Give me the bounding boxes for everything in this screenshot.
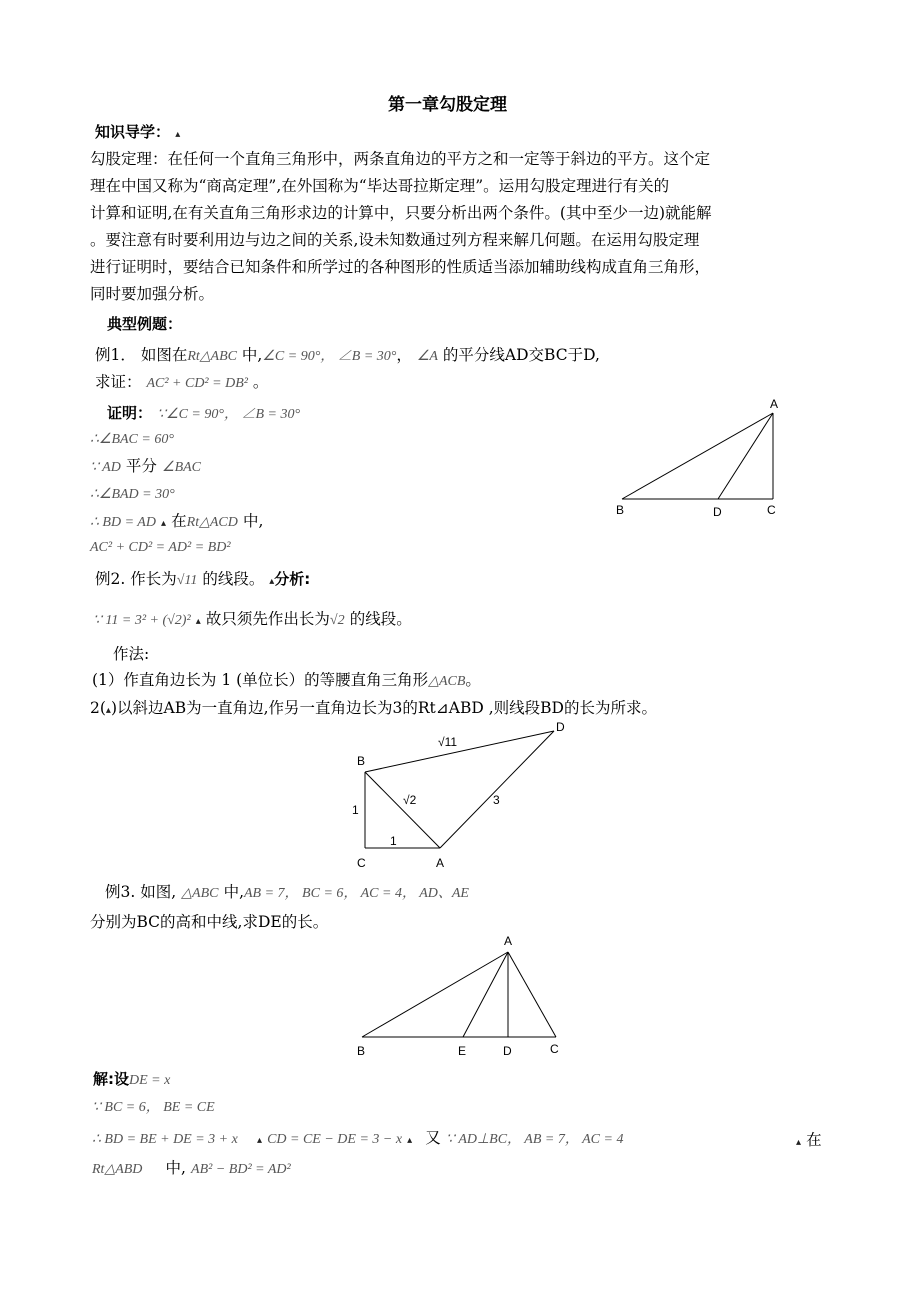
label-sqrt11: √11 — [438, 735, 458, 749]
label-c: C — [550, 1042, 559, 1056]
ex1-statement — [95, 343, 600, 365]
label-a: A — [436, 856, 445, 870]
ex3-text: 中, — [223, 883, 244, 901]
label-sqrt2: √2 — [403, 793, 417, 807]
intro-line: 进行证明时，要结合已知条件和所学过的各种图形的性质适当添加辅助线构成直角三角形， — [90, 258, 711, 276]
bullet-mark-icon: ▴ — [796, 1137, 802, 1148]
ex1-proof-line — [90, 509, 263, 531]
label-one-horizontal: 1 — [390, 834, 397, 848]
label-a: A — [504, 934, 513, 948]
bullet-mark-icon: ▴ — [407, 1135, 413, 1146]
ex2-text: 的线段。 — [349, 610, 412, 628]
ex1-prove-label: 求证： — [95, 373, 142, 391]
ex3-solution-start — [93, 1068, 170, 1089]
ex1-prove-end: 。 — [252, 373, 269, 391]
ex3-solution-text: 又 — [425, 1129, 441, 1147]
ex1-text: 中, — [241, 346, 263, 364]
bullet-mark-icon: ▴ — [256, 1135, 262, 1146]
label-d: D — [503, 1044, 512, 1058]
segment-ac — [508, 952, 556, 1037]
ex2-statement — [95, 567, 310, 589]
ex2-eq: ∵ 11 = 3² + (√2)² — [93, 613, 191, 628]
label-b: B — [357, 1044, 366, 1058]
segment-ab — [362, 952, 508, 1037]
ex3-solution-math: AB² − BD² = AD² — [191, 1162, 291, 1177]
ex1-label: 例1． — [95, 346, 136, 364]
bullet-mark-icon: ▴ — [269, 576, 275, 587]
ex3-math: AB = 7， BC = 6， AC = 4， AD、AE — [244, 886, 469, 901]
ex2-step2-text: 2( — [90, 699, 106, 717]
ex1-prove-math: AC² + CD² = DB² — [146, 376, 248, 391]
intro-line: 理在中国又称为“商高定理”,在外国称为“毕达哥拉斯定理”。运用勾股定理进行有关的 — [90, 177, 670, 195]
label-e: E — [458, 1044, 467, 1058]
segment-ad — [718, 413, 773, 499]
bullet-mark-icon: ▴ — [161, 518, 167, 529]
label-d: D — [556, 720, 565, 734]
ex1-proof-line — [90, 454, 201, 476]
label-b: B — [357, 754, 366, 768]
bullet-mark-icon: ▴ — [175, 129, 181, 140]
label-one-vertical: 1 — [352, 803, 359, 817]
ex1-text: 的平分线AD交BC于D, — [442, 346, 600, 364]
ex1-proof-text: 平分 — [125, 457, 157, 475]
intro-line: 计算和证明,在有关直角三角形求边的计算中，只要分析出两个条件。(其中至少一边)就能解 — [90, 204, 712, 222]
section-heading-examples: 典型例题： — [107, 315, 183, 333]
ex1-proof-math: ∴ BD = AD — [90, 515, 156, 530]
ex2-text: 故只须先作出长为 — [205, 610, 330, 628]
ex3-solution-line — [92, 1156, 291, 1178]
ex1-proof-math: ∵ AD — [90, 460, 121, 475]
ex1-proof-math: ∠BAC — [162, 460, 202, 475]
ex3-statement-line2: 分别为BC的高和中线,求DE的长。 — [90, 913, 329, 931]
segment-bd — [365, 731, 554, 772]
ex1-proof-start — [107, 402, 300, 423]
ex3-label: 例3. 如图, — [105, 883, 177, 901]
ex1-triangle-figure — [600, 395, 800, 525]
label-c: C — [357, 856, 366, 870]
label-a: A — [770, 397, 779, 411]
bullet-mark-icon: ▴ — [105, 705, 111, 716]
label-c: C — [767, 503, 776, 517]
ex3-statement — [105, 880, 469, 902]
ex2-method: 作法: — [113, 645, 150, 663]
ex3-solution-math: Rt△ABD — [92, 1162, 143, 1177]
ex1-text: ， — [396, 346, 412, 364]
segment-ab — [622, 413, 773, 499]
ex2-analysis: 分析: — [274, 570, 311, 588]
ex1-math: ∠C = 90°， ∠B = 30° — [262, 349, 397, 364]
intro-line: 。要注意有时要利用边与边之间的关系,设未知数通过列方程来解几何题。在运用勾股定理 — [90, 231, 700, 249]
bullet-mark-icon: ▴ — [195, 616, 201, 627]
intro-line: 勾股定理：在任何一个直角三角形中，两条直角边的平方之和一定等于斜边的平方。这个定 — [90, 150, 711, 168]
ex1-prove — [95, 370, 268, 392]
ex2-analysis-line — [93, 607, 412, 629]
segment-ad — [440, 731, 554, 848]
ex3-solution-math: CD = CE − DE = 3 − x — [267, 1132, 403, 1147]
intro-line: 同时要加强分析。 — [90, 285, 215, 303]
ex3-solution-text: 中, — [165, 1159, 186, 1177]
ex1-proof-label: 证明： — [107, 404, 153, 422]
ex2-step1-text: (1）作直角边长为 1 (单位长）的等腰直角三角形 — [92, 671, 429, 689]
ex2-step2 — [90, 696, 657, 718]
label-b: B — [616, 503, 625, 517]
page-title: 第一章勾股定理 — [388, 95, 507, 115]
ex2-step1 — [92, 668, 481, 690]
ex3-solution-math: DE = x — [129, 1073, 171, 1088]
section-heading-intro — [95, 121, 180, 142]
label-three: 3 — [493, 793, 500, 807]
ex3-solution-line — [92, 1126, 623, 1148]
ex2-construction-figure — [340, 718, 580, 873]
ex2-step1-math: △ACB — [428, 674, 466, 689]
ex1-math: ∠A — [416, 349, 438, 364]
ex2-label: 例2. 作长为 — [95, 570, 177, 588]
ex3-solution-math: ∴ BD = BE + DE = 3 + x — [92, 1132, 238, 1147]
section-heading-intro-label: 知识导学： — [95, 123, 171, 141]
ex1-proof-line: ∴∠BAD = 30° — [90, 487, 175, 502]
ex1-proof-line: AC² + CD² = AD² = BD² — [90, 540, 231, 555]
ex3-solution-tail — [796, 1128, 822, 1150]
ex2-step1-end: 。 — [465, 671, 481, 689]
ex2-sqrt2: √2 — [329, 613, 345, 628]
ex3-solution-line: ∵ BC = 6， BE = CE — [92, 1100, 215, 1115]
ex3-math: △ABC — [181, 886, 219, 901]
ex2-step2-text: )以斜边AB为一直角边,作另一直角边长为3的Rt⊿ABD ,则线段BD的长为所求。 — [110, 699, 657, 717]
ex1-proof-line: ∴∠BAC = 60° — [90, 432, 174, 447]
ex2-sqrt: √11 — [176, 573, 198, 588]
intro-paragraph — [90, 146, 712, 308]
ex1-proof-text: 在 — [171, 512, 187, 530]
ex3-solution-math: ∵ AD⊥BC， AB = 7， AC = 4 — [445, 1132, 624, 1147]
ex1-text: 如图在 — [140, 346, 188, 364]
ex1-proof-math: ∵∠C = 90°， ∠B = 30° — [157, 407, 301, 422]
ex1-math: Rt△ABC — [187, 349, 237, 364]
ex2-text: 的线段。 — [202, 570, 265, 588]
ex1-proof-math: Rt△ACD — [186, 515, 238, 530]
ex3-solution-label: 解:设 — [93, 1070, 129, 1088]
ex3-triangle-figure — [345, 930, 575, 1060]
ex3-solution-text: 在 — [806, 1131, 822, 1149]
ex1-proof-text: 中, — [242, 512, 264, 530]
segment-ab — [365, 772, 440, 848]
label-d: D — [713, 505, 722, 519]
